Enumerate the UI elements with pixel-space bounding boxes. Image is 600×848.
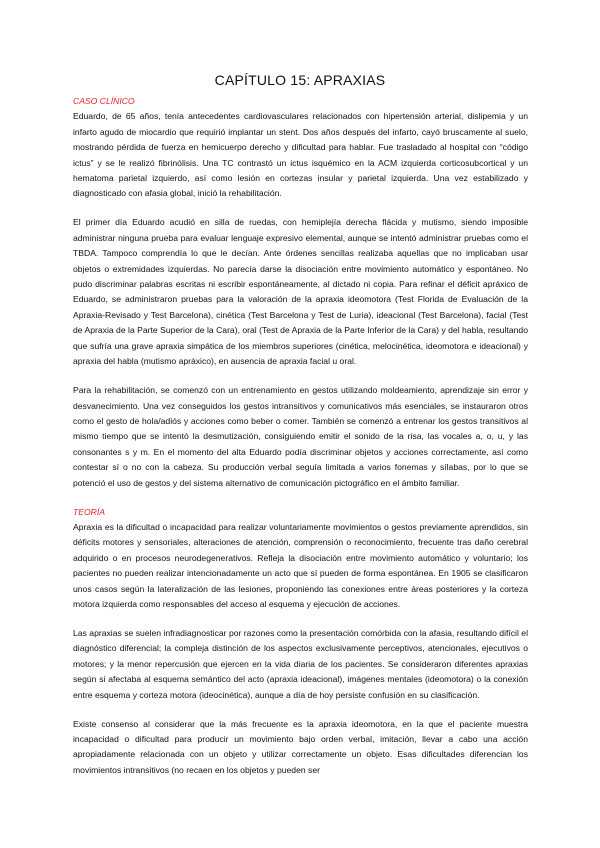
theory-paragraph-2: Las apraxias se suelen infradiagnosticar por razones como la presentación comórbida con la afasia, resultando difícil el diagnóstico diferencial; la compleja distinción de los aspectos exclusivamente perceptivos, atencionales, ejecutivos o motores; y la menor repercusión que ejercen en la vida diaria de los pacientes. Se consideraron diferentes apraxias según si afectaba al esquema semántico del acto (apraxia ideacional), imágenes mentales (ideomotora) o la conexión entre esquema y corteza motora (ideocinética), aunque a día de hoy persiste confusión en su clasificación. <box>73 627 528 700</box>
case-paragraph-2: El primer día Eduardo acudió en silla de ruedas, con hemiplejía derecha flácida y mutismo, siendo imposible administrar ninguna prueba para evaluar lenguaje expresivo elemental, aunque se intentó administrar pruebas como el TBDA. Tampoco comprendía lo que le decían. Ante órdenes sencillas realizaba aquellas que no implicaban usar objetos o extremidades izquierdas. No parecía darse la disociación entre movimiento automático y espontáneo. No pudo discriminar palabras escritas ni escribir espontáneamente, al dictado ni copia. Para refinar el déficit apráxico de Eduardo, se administraron pruebas para la valoración de la apraxia ideomotora (Test Florida de Evaluación de la Apraxia-Revisado y Test Barcelona), cinética (Test Barcelona y Test de Luria), ideacional (Test Barcelona), facial (Test de Apraxia de la Parte Superior de la Cara), oral (Test de Apraxia de la Parte Inferior de la Cara) y del habla, resultando que sufría una grave apraxia simpática de los miembros superiores (cinética, melocinética, ideomotora e ideacional) y apraxia del habla (mutismo apráxico), en ausencia de apraxia facial u oral. <box>73 217 528 367</box>
theory-paragraph-1: Apraxia es la dificultad o incapacidad para realizar voluntariamente movimientos o gestos previamente aprendidos, sin déficits motores y sensoriales, alteraciones de atención, comprensión o reconocimiento, frecuente tras daño cerebral adquirido o en procesos neurodegenerativos. Refleja la disociación entre movimiento automático y voluntario; los pacientes no pueden realizar intencionadamente un acto que sí pueden de forma espontánea. En 1905 se clasificaron unos casos según la lateralización de las lesiones, proponiendo las conexiones entre áreas posteriores y la corteza motora izquierda como responsables del acceso al esquema y ejecución de acciones. <box>73 521 528 609</box>
case-paragraph-1: Eduardo, de 65 años, tenía antecedentes cardiovasculares relacionados con hipertensión arterial, dislipemia y un infarto agudo de miocardio que requirió implantar un stent. Dos años después del infarto, cayó bruscamente al suelo, mostrando pérdida de fuerza en hemicuerpo derecho y dificultad para hablar. Fue trasladado al hospital con “código ictus” y se le realizó fibrinólisis. Una TC contrastó un ictus isquémico en la ACM izquierda corticosubcortical y un hematoma parietal izquierdo, así como lesión en cortezas insular y parietal izquierda. Una vez estabilizado y diagnosticado con afasia global, inició la rehabilitación. <box>73 111 528 199</box>
theory-section-heading: TEORÍA <box>73 506 105 517</box>
chapter-title: CAPÍTULO 15: APRAXIAS <box>214 72 386 88</box>
case-section-heading: CASO CLÍNICO <box>73 96 135 106</box>
theory-paragraph-3: Existe consenso al considerar que la más frecuente es la apraxia ideomotora, en la que el paciente muestra incapacidad o dificultad para producir un movimiento bajo orden verbal, imitación, llevar a cabo una acción apropiadamente relacionada con un objeto y utilizar correctamente un objeto. Esas dificultades diferencian los movimientos intransitivos (no recaen en los objetos y pueden ser <box>73 718 528 775</box>
document-body <box>73 94 528 792</box>
case-paragraph-3: Para la rehabilitación, se comenzó con un entrenamiento en gestos utilizando moldeamiento, aprendizaje sin error y desvanecimiento. Una vez conseguidos los gestos intransitivos y comunicativos más esenciales, se instauraron otros como el gesto de hola/adiós y acciones como beber o comer. También se comenzó a entrenar los gestos transitivos al mismo tiempo que se intentó la desmutización, consiguiendo emitir el sonido de la risa, las vocales a, o, u, y las consonantes s y m. En el momento del alta Eduardo podía discriminar objetos y acciones correctamente, así como contestar sí o no con la cabeza. Su producción verbal seguía limitada a varios fonemas y sílabas, por lo que se potenció el uso de gestos y del sistema alternativo de comunicación pictográfico en el ámbito familiar. <box>73 385 528 488</box>
